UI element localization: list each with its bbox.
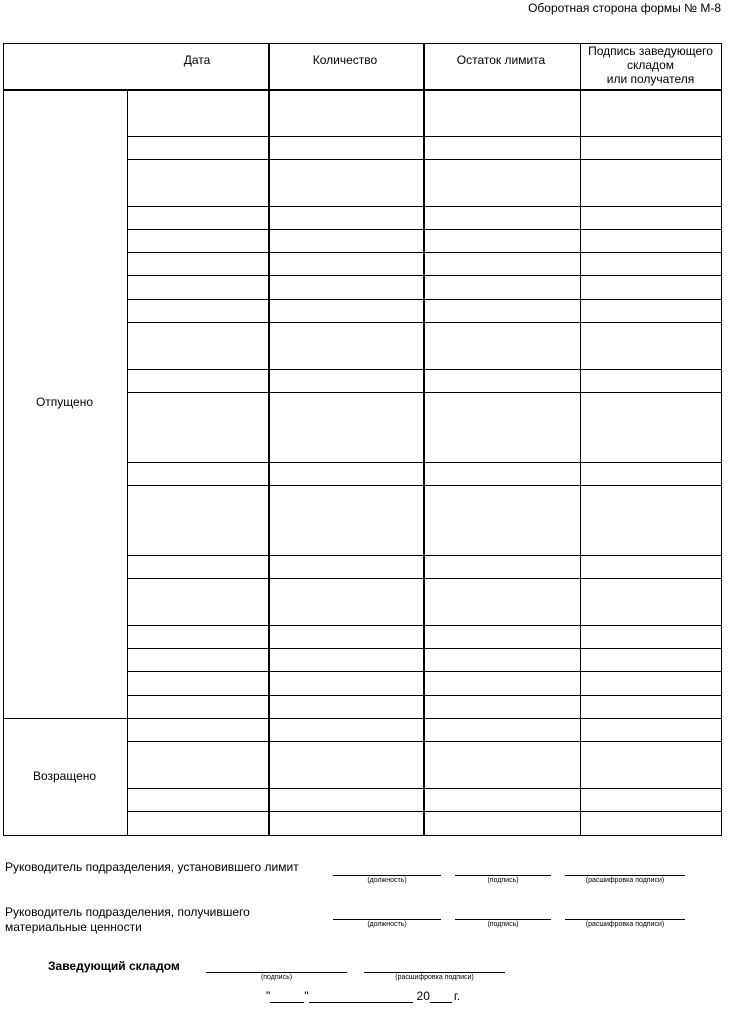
decoding-caption: (расшифровка подписи) [585, 877, 665, 884]
row-line [127, 741, 722, 742]
year-blank[interactable] [430, 990, 452, 1003]
row-line [127, 275, 722, 276]
row-line [127, 485, 722, 486]
group-label-returned: Возращено [32, 769, 97, 783]
row-line [127, 369, 722, 370]
column-line [268, 43, 270, 836]
storekeeper-label: Заведующий складом [48, 959, 180, 973]
header-quantity: Количество [312, 53, 378, 67]
recipient-label-line-2: материальные ценности [5, 920, 142, 934]
row-line [127, 648, 722, 649]
row-line [127, 392, 722, 393]
decoding-caption: (расшифровка подписи) [585, 921, 665, 928]
row-line [127, 718, 722, 719]
limit-setter-label: Руководитель подразделения, установившего лимит [5, 860, 299, 874]
day-blank[interactable] [270, 990, 304, 1003]
year-suffix: г. [453, 989, 461, 1003]
row-line [127, 159, 722, 160]
header-limit-remainder: Остаток лимита [456, 53, 546, 67]
recipient-label-line-1: Руководитель подразделения, получившего [5, 905, 250, 919]
position-caption: (должность) [367, 877, 407, 884]
header-signature [580, 44, 721, 86]
header-bottom-line [3, 89, 722, 91]
signature-caption: (подпись) [487, 877, 519, 884]
form-title: Оборотная сторона формы № М-8 [528, 1, 721, 15]
row-line [127, 229, 722, 230]
storekeeper-decoding-caption: (расшифровка подписи) [395, 974, 474, 981]
header-signature-line-1: Подпись заведующего [588, 44, 713, 58]
table-border-bottom [3, 835, 722, 836]
column-line [127, 90, 128, 836]
row-line [127, 252, 722, 253]
table-border-left [3, 43, 4, 836]
signature-caption: (подпись) [487, 921, 519, 928]
signature-line[interactable] [455, 875, 551, 876]
table-border-right [721, 43, 722, 836]
group-label-released: Отпущено [35, 395, 94, 409]
storekeeper-signature-caption: (подпись) [260, 974, 293, 981]
year-prefix: 20 [416, 989, 430, 1003]
date-quote-open: " [266, 989, 271, 1003]
date-line [266, 989, 460, 1003]
date-quote-close: " [304, 989, 309, 1003]
row-line [127, 206, 722, 207]
position-caption: (должность) [367, 921, 407, 928]
recipient-label [5, 905, 250, 935]
storekeeper-signature-line[interactable] [206, 972, 347, 973]
header-date: Дата [183, 53, 211, 67]
row-line [127, 625, 722, 626]
group-split-line [3, 718, 127, 719]
row-line [127, 788, 722, 789]
row-line [127, 695, 722, 696]
header-signature-line-3: или получателя [606, 72, 695, 86]
signature-line[interactable] [455, 919, 551, 920]
row-line [127, 299, 722, 300]
row-line [127, 322, 722, 323]
header-signature-line-2: складом [627, 58, 674, 72]
decoding-line[interactable] [565, 875, 685, 876]
column-line [580, 43, 581, 836]
decoding-line[interactable] [565, 919, 685, 920]
storekeeper-decoding-line[interactable] [364, 972, 505, 973]
column-line [423, 43, 425, 836]
row-line [127, 811, 722, 812]
row-line [127, 555, 722, 556]
month-blank[interactable] [309, 990, 413, 1003]
row-line [127, 136, 722, 137]
row-line [127, 578, 722, 579]
position-line[interactable] [333, 875, 441, 876]
row-line [127, 671, 722, 672]
row-line [127, 462, 722, 463]
position-line[interactable] [333, 919, 441, 920]
